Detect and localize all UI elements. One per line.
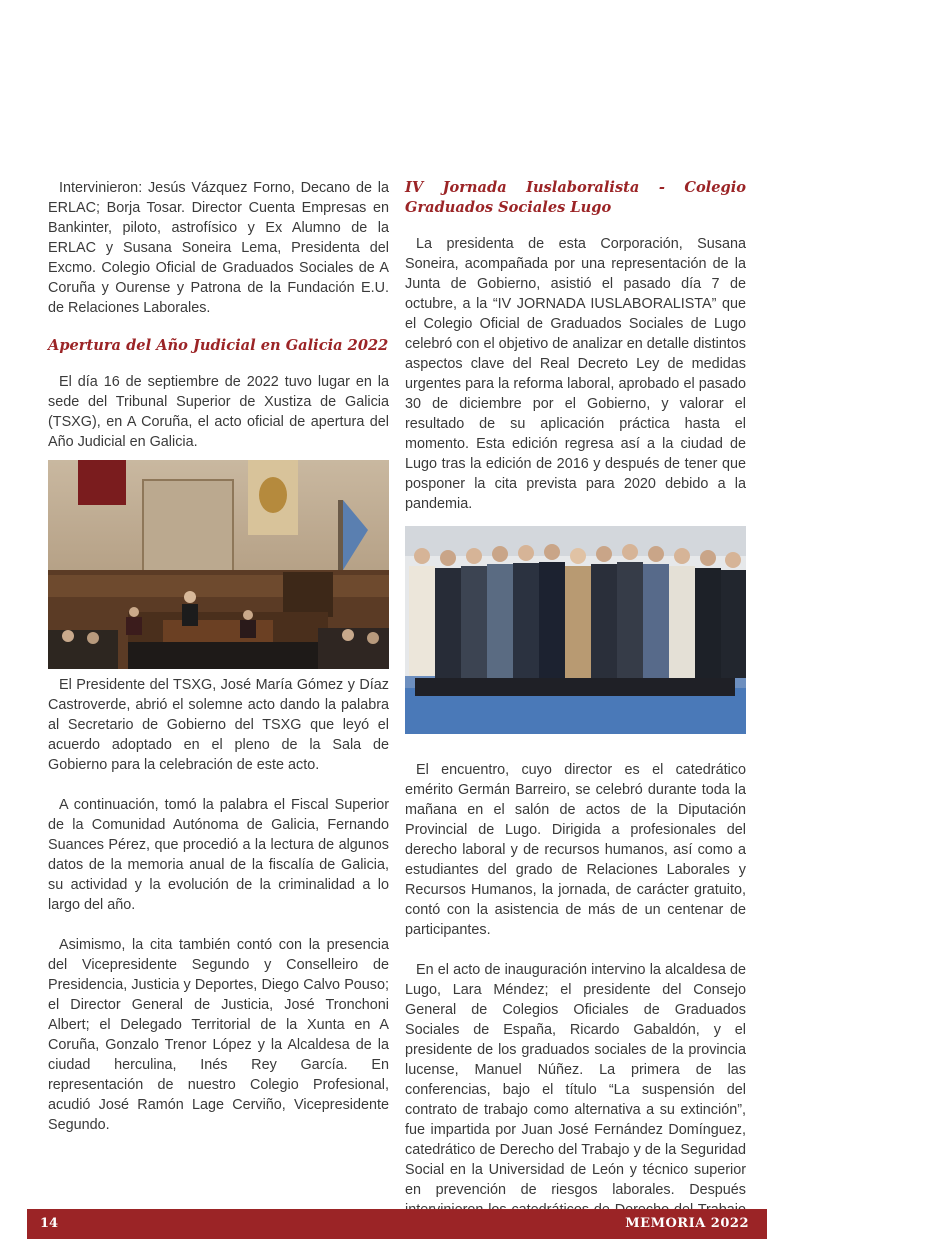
footer-title: MEMORIA 2022 bbox=[625, 1216, 749, 1231]
tsxg-ceremony-photo bbox=[48, 460, 389, 669]
section-heading-apertura: Apertura del Año Judicial en Galicia 2022 bbox=[48, 337, 389, 354]
section-heading-jornada: IV Jornada Iuslaboralista - Colegio Graduados Sociales Lugo bbox=[405, 179, 746, 216]
intro-paragraph: Intervinieron: Jesús Vázquez Forno, Decano de la ERLAC; Borja Tosar. Director Cuenta Empresas en Bankinter, piloto, astrofísico y Ex Alumno de la ERLAC y Susana Soneira Lema, Presidenta del Excmo. Colegio Oficial de Graduados Sociales de A Coruña y Ourense y Patrona de la Fundación E.U. de Relaciones Laborales. bbox=[48, 180, 389, 316]
left-column bbox=[48, 178, 389, 1155]
right-column bbox=[405, 178, 746, 1260]
apertura-paragraph-4: Asimismo, la cita también contó con la presencia del Vicepresidente Segundo y Conselleiro de Presidencia, Justicia y Deportes, Diego Calvo Pouso; el Director General de Justicia, José Tronchoni Albert; el Delegado Territorial de la Xunta en A Coruña, Gonzalo Trenor López y la Alcaldesa de la ciudad herculina, Inés Rey García. En representación de nuestro Colegio Profesional, acudió José Ramón Lage Cerviño, Vicepresidente Segundo. bbox=[48, 937, 389, 1133]
apertura-paragraph-1: El día 16 de septiembre de 2022 tuvo lugar en la sede del Tribunal Superior de Xustiza de Galicia (TSXG), en A Coruña, el acto oficial de apertura del Año Judicial en Galicia. bbox=[48, 374, 389, 450]
jornada-paragraph-3: En el acto de inauguración intervino la alcaldesa de Lugo, Lara Méndez; el presidente del Consejo General de Colegios Oficiales de Graduados Sociales de España, Ricardo Gabaldón, y el presidente de los graduados sociales de la provincia lucense, Manuel Núñez. La primera de las conferencias, bajo el título “La suspensión del contrato de trabajo como alternativa a su extinción”, fue impartida por Juan José Fernández Domínguez, catedrático de Derecho del Trabajo y de la Seguridad Social en la Universidad de León y técnico superior en prevención de riesgos laborales. Después bbox=[405, 962, 746, 1198]
page-footer bbox=[27, 1209, 767, 1239]
jornada-paragraph-1: La presidenta de esta Corporación, Susana Soneira, acompañada por una representación de la Junta de Gobierno, asistió el pasado día 7 de octubre, a la “IV JORNADA IUSLABORALISTA” que el Colegio Oficial de Graduados Sociales de Lugo celebró con el objetivo de analizar en detalle distintos aspectos clave del Real Decreto Ley de medidas urgentes para la reforma laboral, aprobado el pasado 30 de diciembre por el Gobierno, y valorar el resultado de su aplicación práctica hasta el momento. Esta edición regresa así a la ciudad de Lugo tras la edición de 2016 y después de tener que posponer la cita prevista para 2020 debido a la pandemia. bbox=[405, 236, 746, 512]
jornada-paragraph-2: El encuentro, cuyo director es el catedrático emérito Germán Barreiro, se celebró durante toda la mañana en el salón de actos de la Diputación Provincial de Lugo. Dirigida a profesionales del derecho laboral y de recursos humanos, así como a estudiantes del grado de Relaciones Laborales y Recursos Humanos, la jornada, de carácter gratuito, contó con la asistencia de más de un centenar de participantes. bbox=[405, 762, 746, 938]
apertura-paragraph-3: A continuación, tomó la palabra el Fiscal Superior de la Comunidad Autónoma de Galicia, Fernando Suances Pérez, que procedió a la lectura de algunos datos de la memoria anual de la fiscalía de Galicia, su actividad y la evolución de la criminalidad a lo largo del año. bbox=[48, 797, 389, 913]
lugo-group-photo bbox=[405, 526, 746, 734]
page-number: 14 bbox=[40, 1216, 59, 1231]
apertura-paragraph-2: El Presidente del TSXG, José María Gómez y Díaz Castroverde, abrió el solemne acto dando la palabra al Secretario de Gobierno del TSXG que leyó el acuerdo adoptado en el pleno de la Sala de Gobierno para la celebración de este acto. bbox=[48, 677, 389, 773]
